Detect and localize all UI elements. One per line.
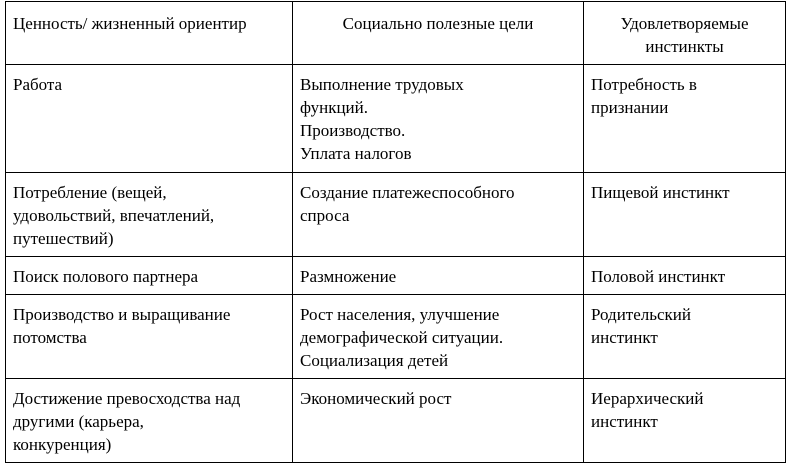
cell-text: Половой инстинкт — [591, 267, 726, 286]
cell-goals — [293, 379, 584, 463]
cell-text: Производство и выращивание — [13, 305, 231, 324]
cell-text: Выполнение трудовых — [300, 75, 464, 94]
cell-text: Уплата налогов — [300, 144, 412, 163]
cell-text: Ценность/ жизненный ориентир — [13, 14, 247, 33]
cell-text: инстинкты — [645, 37, 724, 56]
header-instincts — [584, 2, 786, 65]
cell-text: функций. — [300, 98, 368, 117]
cell-text: спроса — [300, 206, 350, 225]
cell-text: Размножение — [300, 267, 397, 286]
cell-text: Экономический рост — [300, 389, 452, 408]
cell-instincts — [584, 295, 786, 379]
cell-text: Социализация детей — [300, 351, 449, 370]
table-row — [6, 65, 786, 173]
cell-text: другими (карьера, — [13, 412, 144, 431]
cell-text: потомства — [13, 328, 87, 347]
header-goals — [293, 2, 584, 65]
cell-value — [6, 65, 293, 173]
cell-instincts — [584, 257, 786, 295]
cell-instincts — [584, 173, 786, 257]
cell-text: путешествий) — [13, 229, 114, 248]
cell-goals — [293, 65, 584, 173]
cell-text: инстинкт — [591, 328, 658, 347]
cell-text: Работа — [13, 75, 63, 94]
table-header-row — [6, 2, 786, 65]
values-table — [5, 1, 786, 463]
cell-text: Удовлетворяемые — [620, 14, 749, 33]
table-row — [6, 379, 786, 463]
cell-text: демографической ситуации. — [300, 328, 504, 347]
cell-text: конкуренция) — [13, 435, 112, 454]
cell-text: Рост населения, улучшение — [300, 305, 500, 324]
cell-goals — [293, 173, 584, 257]
cell-text: признании — [591, 98, 669, 117]
cell-value — [6, 379, 293, 463]
cell-text: Создание платежеспособного — [300, 183, 515, 202]
cell-value — [6, 295, 293, 379]
cell-text: Пищевой инстинкт — [591, 183, 730, 202]
cell-text: Родительский — [591, 305, 691, 324]
cell-goals — [293, 295, 584, 379]
cell-value — [6, 173, 293, 257]
cell-text: Производство. — [300, 121, 406, 140]
cell-text: инстинкт — [591, 412, 658, 431]
header-value — [6, 2, 293, 65]
cell-instincts — [584, 379, 786, 463]
cell-goals — [293, 257, 584, 295]
cell-text: Потребность в — [591, 75, 697, 94]
cell-text: Достижение превосходства над — [13, 389, 241, 408]
table-row — [6, 295, 786, 379]
cell-instincts — [584, 65, 786, 173]
cell-text: Поиск полового партнера — [13, 267, 199, 286]
cell-value — [6, 257, 293, 295]
cell-text: удовольствий, впечатлений, — [13, 206, 215, 225]
cell-text: Социально полезные цели — [342, 14, 534, 33]
table-row — [6, 173, 786, 257]
cell-text: Иерархический — [591, 389, 704, 408]
cell-text: Потребление (вещей, — [13, 183, 167, 202]
table-row — [6, 257, 786, 295]
